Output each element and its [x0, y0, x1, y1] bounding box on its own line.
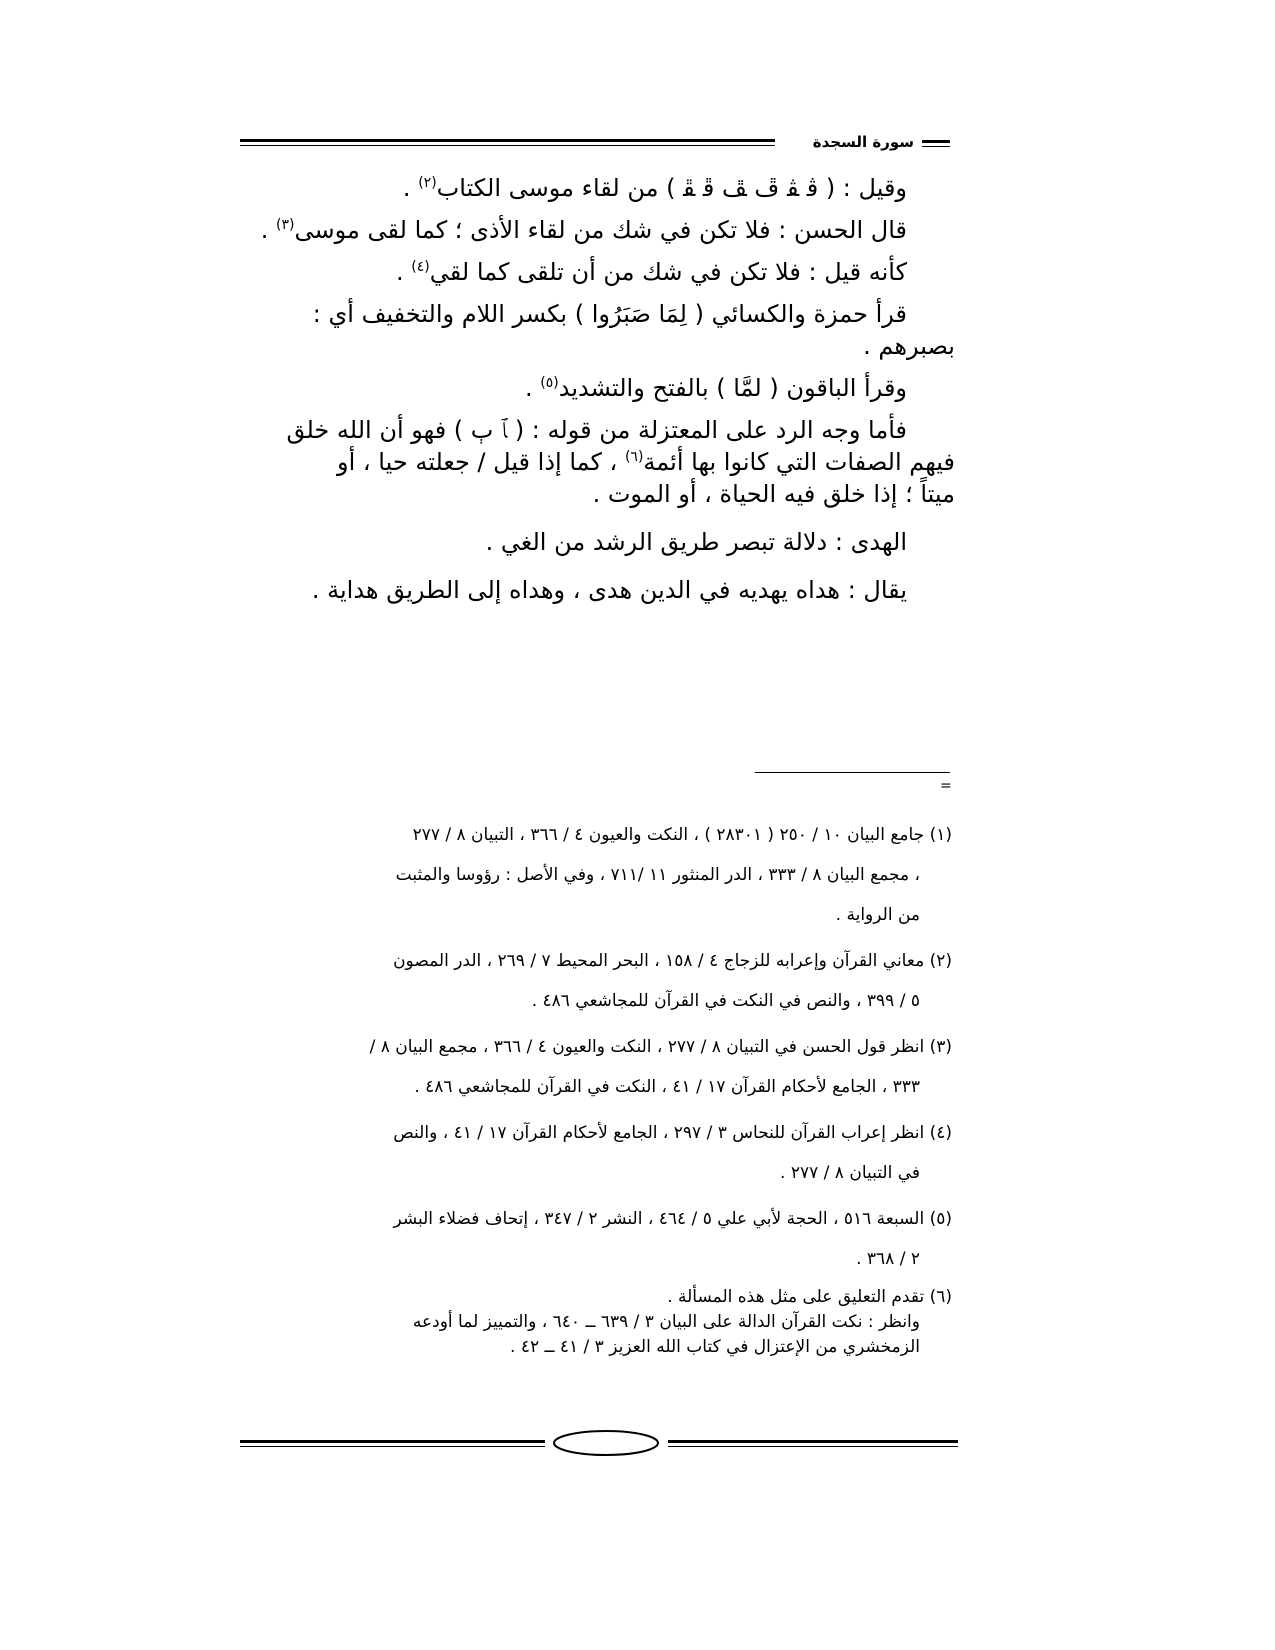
footnote-ref: (٢): [418, 175, 437, 191]
footer-rule-right: [668, 1440, 958, 1447]
footnote-line: ٥ / ٣٩٩ ، والنص في النكت في القرآن للمجاشعي ٤٨٦ .: [531, 991, 920, 1011]
paragraph-line: فيهم الصفات التي كانوا بها أئمة$^{(٦)}$ ، كما إذا قيل / جعلته حيا ، أو: [337, 448, 955, 476]
main-text: [240, 172, 955, 606]
footnote-line: (٥) السبعة ٥١٦ ، الحجة لأبي علي ٥ / ٤٦٤ ، النشر ٢ / ٣٤٧ ، إتحاف فضلاء البشر: [393, 1209, 952, 1229]
page-title: سورة السجدة: [812, 133, 914, 151]
footnote-1: [240, 815, 952, 935]
footnote-line: ٣٣٣ ، الجامع لأحكام القرآن ١٧ / ٤١ ، النكت في القرآن للمجاشعي ٤٨٦ .: [414, 1077, 920, 1097]
footnote-line: في التبيان ٨ / ٢٧٧ .: [780, 1163, 920, 1183]
footnote-line: من الرواية .: [835, 905, 920, 925]
footnote-line: (٦) تقدم التعليق على مثل هذه المسألة .: [667, 1287, 952, 1307]
footnote-line: (٤) انظر إعراب القرآن للنحاس ٣ / ٢٩٧ ، الجامع لأحكام القرآن ١٧ / ٤١ ، والنص: [393, 1123, 952, 1143]
footnote-line: ، مجمع البيان ٨ / ٣٣٣ ، الدر المنثور ١١ /٧١١ ، وفي الأصل : رؤوسا والمثبت: [395, 865, 920, 885]
footnote-line: وانظر : نكت القرآن الدالة على البيان ٣ / ٦٣٩ ــ ٦٤٠ ، والتمييز لما أودعه: [412, 1312, 920, 1332]
paragraph-line: قال الحسن : فلا تكن في شك من لقاء الأذى ؛ كما لقى موسى$^{(٣)}$ .: [260, 216, 907, 244]
footnote-line: (٣) انظر قول الحسن في التبيان ٨ / ٢٧٧ ، النكت والعيون ٤ / ٣٦٦ ، مجمع البيان ٨ /: [369, 1037, 952, 1057]
paragraph-line: الهدى : دلالة تبصر طريق الرشد من الغي .: [485, 528, 907, 556]
footnote-ref: (٤): [411, 259, 430, 275]
footnote-ref: (٥): [540, 375, 559, 391]
footnote-6: [240, 1285, 952, 1360]
footer-oval-ornament: [550, 1428, 662, 1458]
continuation-marker: =: [940, 778, 952, 794]
header-dash: [922, 140, 950, 147]
running-header: [240, 132, 950, 156]
footer-rule-left: [240, 1440, 545, 1447]
footnote-separator: [755, 772, 950, 773]
paragraph-line: بصبرهم .: [863, 332, 955, 360]
footnote-ref: (٦): [624, 449, 644, 465]
header-rule: [240, 139, 775, 146]
footnotes: [240, 815, 952, 1366]
footnote-3: [240, 1027, 952, 1107]
page-footer-ornament: [240, 1428, 958, 1458]
paragraph-line: فأما وجه الرد على المعتزلة من قوله : ( ﭑ ﭒ ) فهو أن الله خلق: [286, 416, 907, 444]
footnote-line: (٢) معاني القرآن وإعرابه للزجاج ٤ / ١٥٨ ، البحر المحيط ٧ / ٢٦٩ ، الدر المصون: [393, 951, 952, 971]
paragraph-line: يقال : هداه يهديه في الدين هدى ، وهداه إلى الطريق هداية .: [311, 576, 907, 604]
footnote-4: [240, 1113, 952, 1193]
paragraph-line: وقيل : ( ﭬ ﭭ ﭮ ﭯ ﭰ ﭱ ) من لقاء موسى الكتاب$^{(٢)}$ .: [402, 174, 907, 202]
paragraph-line: وقرأ الباقون ( لمَّا ) بالفتح والتشديد$^{(٥)}$ .: [524, 374, 907, 402]
footnote-line: الزمخشري من الإعتزال في كتاب الله العزيز ٣ / ٤١ ــ ٤٢ .: [510, 1337, 920, 1357]
footnote-ref: (٣): [276, 217, 295, 233]
paragraph-line: قرأ حمزة والكسائي ( لِمَا صَبَرُوا ) بكسر اللام والتخفيف أي :: [312, 300, 907, 328]
footnote-5: [240, 1199, 952, 1279]
paragraph-line: ميتاً ؛ إذا خلق فيه الحياة ، أو الموت .: [592, 480, 955, 508]
paragraph-line: كأنه قيل : فلا تكن في شك من أن تلقى كما لقي$^{(٤)}$ .: [396, 258, 907, 286]
footnote-line: (١) جامع البيان ١٠ / ٢٥٠ ( ٢٨٣٠١ ) ، النكت والعيون ٤ / ٣٦٦ ، التبيان ٨ / ٢٧٧: [412, 825, 952, 845]
footnote-line: ٢ / ٣٦٨ .: [856, 1249, 920, 1269]
footnote-2: [240, 941, 952, 1021]
